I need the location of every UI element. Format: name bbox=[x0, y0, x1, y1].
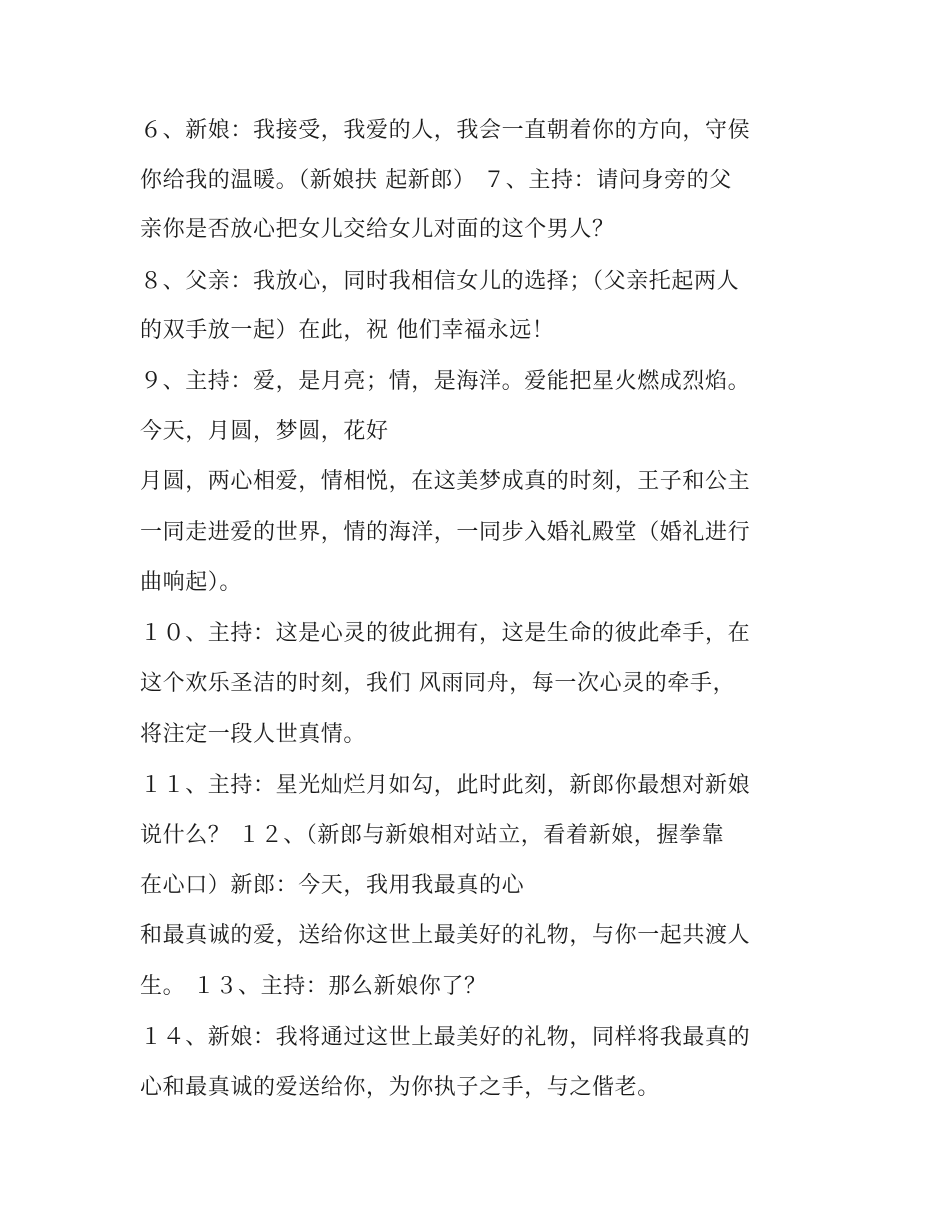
text-line: ８、父亲：我放心，同时我相信女儿的选择；（父亲托起两人 bbox=[140, 269, 740, 294]
text-line: 说什么？ １２、（新郎与新娘相对站立，看着新娘，握拳靠 bbox=[140, 823, 725, 848]
text-line: 和最真诚的爱，送给你这世上最美好的礼物，与你一起共渡人 bbox=[140, 923, 751, 948]
text-line: 的双手放一起）在此，祝 他们幸福永远！ bbox=[140, 318, 555, 343]
text-line: 一同走进爱的世界，情的海洋，一同步入婚礼殿堂（婚礼进行 bbox=[140, 520, 751, 545]
text-line: ６、新娘：我接受，我爱的人，我会一直朝着你的方向，守侯 bbox=[140, 118, 751, 143]
text-line: 生。 １３、主持：那么新娘你了？ bbox=[140, 974, 487, 999]
text-line: 亲你是否放心把女儿交给女儿对面的这个男人？ bbox=[140, 217, 615, 242]
text-line: 月圆，两心相爱，情相悦，在这美梦成真的时刻，王子和公主 bbox=[140, 469, 751, 494]
text-line: 在心口）新郎：今天，我用我最真的心 bbox=[140, 873, 525, 898]
text-line: 这个欢乐圣洁的时刻，我们 风雨同舟，每一次心灵的牵手， bbox=[140, 671, 736, 696]
text-line: ９、主持：爱，是月亮；情，是海洋。爱能把星火燃成烈焰。 bbox=[140, 369, 751, 394]
text-line: １０、主持：这是心灵的彼此拥有，这是生命的彼此牵手，在 bbox=[140, 621, 751, 646]
text-line: 曲响起）。 bbox=[140, 570, 243, 595]
text-line: 心和最真诚的爱送给你，为你执子之手，与之偕老。 bbox=[140, 1075, 660, 1100]
text-line: 将注定一段人世真情。 bbox=[140, 722, 367, 747]
text-line: 你给我的温暖。（新娘扶 起新郎） ７、主持：请问身旁的父 bbox=[140, 168, 732, 193]
text-line: １１、主持：星光灿烂月如勾，此时此刻，新郎你最想对新娘 bbox=[140, 773, 751, 798]
text-line: １４、新娘：我将通过这世上最美好的礼物，同样将我最真的 bbox=[140, 1025, 751, 1050]
text-line: 今天，月圆，梦圆，花好 bbox=[140, 419, 389, 444]
